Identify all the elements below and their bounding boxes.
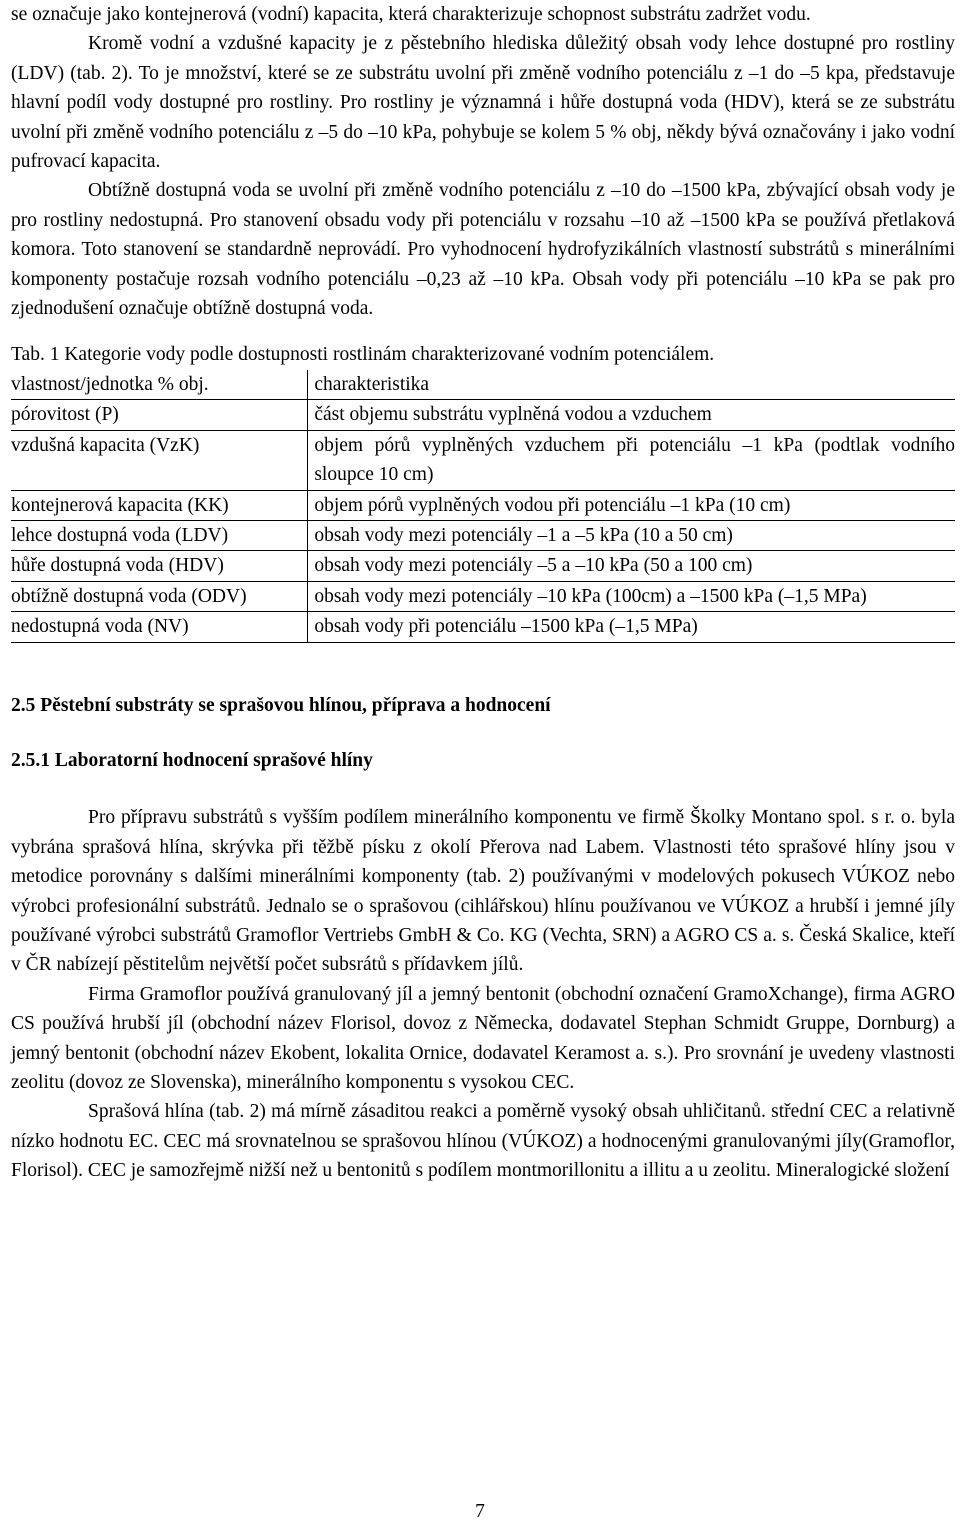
- table-cell-characteristic: objem pórů vyplněných vodou při potenciálu –1 kPa (10 cm): [308, 490, 955, 520]
- table-cell-property: lehce dostupná voda (LDV): [11, 520, 308, 550]
- table-cell-property: obtížně dostupná voda (ODV): [11, 581, 308, 611]
- section-heading: 2.5 Pěstební substráty se sprašovou hlínou, příprava a hodnocení: [11, 694, 551, 716]
- table-cell-property: vzdušná kapacita (VzK): [11, 430, 308, 490]
- table-row: [11, 490, 955, 520]
- section-paragraph-1: Pro přípravu substrátů s vyšším podílem minerálního komponentu ve firmě Školky Montano spol. s r. o. byla vybrána sprašová hlína, skrývka při těžbě písku z okolí Přerova nad Labem. Vlastnosti této sprašové hlíny jsou v metodice porovnány s dalšími minerálními komponenty (tab. 2) používanými v modelových pokusech VÚKOZ nebo výrobci profesionální substrátů. Jednalo se o sprašovou (cihlářskou) hlínu používanou ve VÚKOZ a hrubší i jemné jíly používané výrobci substrátů Gramoflor Vertriebs GmbH & Co. KG (Vechta, SRN) a AGRO CS a. s. Česká Skalice, kteří v ČR nabízejí pěstitelům největší počet subsrátů s přídavkem jílů.: [11, 807, 955, 976]
- table-cell-characteristic: objem pórů vyplněných vzduchem při potenciálu –1 kPa (podtlak vodního sloupce 10 cm): [308, 430, 955, 490]
- table-row: [11, 612, 955, 642]
- table-row: [11, 400, 955, 430]
- intro-paragraph-2: Kromě vodní a vzdušné kapacity je z pěstebního hlediska důležitý obsah vody lehce dostupné pro rostliny (LDV) (tab. 2). To je množství, které se ze substrátu uvolní při změně vodního potenciálu z –1 do –5 kpa, představuje hlavní podíl vody dostupné pro rostliny. Pro rostliny je významná i hůře dostupná voda (HDV), která se ze substrátu uvolní při změně vodního potenciálu z –5 do –10 kPa, pohybuje se kolem 5 % obj, někdy bývá označovány i jako vodní pufrovací kapacita.: [11, 33, 955, 173]
- table-header-characteristic: charakteristika: [308, 370, 955, 400]
- table-cell-characteristic: obsah vody mezi potenciály –10 kPa (100cm) a –1500 kPa (–1,5 MPa): [308, 581, 955, 611]
- table-row: [11, 430, 955, 490]
- subsection-heading: 2.5.1 Laboratorní hodnocení sprašové hlíny: [11, 749, 373, 771]
- table-cell-property: hůře dostupná voda (HDV): [11, 551, 308, 581]
- table-cell-property: pórovitost (P): [11, 400, 308, 430]
- section-paragraph-3: Sprašová hlína (tab. 2) má mírně zásaditou reakci a poměrně vysoký obsah uhličitanů. střední CEC a relativně nízko hodnotu EC. CEC má srovnatelnou se sprašovou hlínou (VÚKOZ) a hodnocenými granulovanými jíly(Gramoflor, Florisol). CEC je samozřejmě nižší než u bentonitů s podílem montmorillonitu a illitu a u zeolitu. Mineralogické složení: [11, 1101, 955, 1182]
- table-row: [11, 520, 955, 550]
- table-cell-characteristic: obsah vody při potenciálu –1500 kPa (–1,5 MPa): [308, 612, 955, 642]
- page-number: 7: [475, 1501, 485, 1522]
- table-header-property: vlastnost/jednotka % obj.: [11, 370, 308, 400]
- table-caption: Tab. 1 Kategorie vody podle dostupnosti rostlinám charakterizované vodním potenciálem.: [11, 344, 715, 366]
- water-categories-table: [11, 370, 955, 643]
- document-page: [11, 0, 955, 1186]
- intro-paragraph-1: se označuje jako kontejnerová (vodní) kapacita, která charakterizuje schopnost substrátu zadržet vodu.: [11, 4, 811, 25]
- intro-paragraph-3: Obtížně dostupná voda se uvolní při změně vodního potenciálu z –10 do –1500 kPa, zbývající obsah vody je pro rostliny nedostupná. Pro stanovení obsadu vody při potenciálu v rozsahu –10 až –1500 kPa se používá přetlaková komora. Toto stanovení se standardně neprovádí. Pro vyhodnocení hydrofyzikálních vlastností substrátů s minerálními komponenty postačuje rozsah vodního potenciálu –0,23 až –10 kPa. Obsah vody při potenciálu –10 kPa se pak pro zjednodušení označuje obtížně dostupná voda.: [11, 180, 955, 320]
- table-cell-characteristic: obsah vody mezi potenciály –1 a –5 kPa (10 a 50 cm): [308, 520, 955, 550]
- table-row: [11, 581, 955, 611]
- table-cell-characteristic: obsah vody mezi potenciály –5 a –10 kPa (50 a 100 cm): [308, 551, 955, 581]
- section-paragraph-2: Firma Gramoflor používá granulovaný jíl a jemný bentonit (obchodní označení GramoXchange), firma AGRO CS používá hrubší jíl (obchodní název Florisol, dovoz z Německa, dodavatel Stephan Schmidt Gruppe, Dornburg) a jemný bentonit (obchodní název Ekobent, lokalita Ornice, dodavatel Keramost a. s.). Pro srovnání je uvedeny vlastnosti zeolitu (dovoz ze Slovenska), minerálního komponentu s vysokou CEC.: [11, 983, 955, 1093]
- table-cell-property: nedostupná voda (NV): [11, 612, 308, 642]
- table-cell-characteristic: část objemu substrátu vyplněná vodou a vzduchem: [308, 400, 955, 430]
- table-header-row: [11, 370, 955, 400]
- table-cell-property: kontejnerová kapacita (KK): [11, 490, 308, 520]
- table-row: [11, 551, 955, 581]
